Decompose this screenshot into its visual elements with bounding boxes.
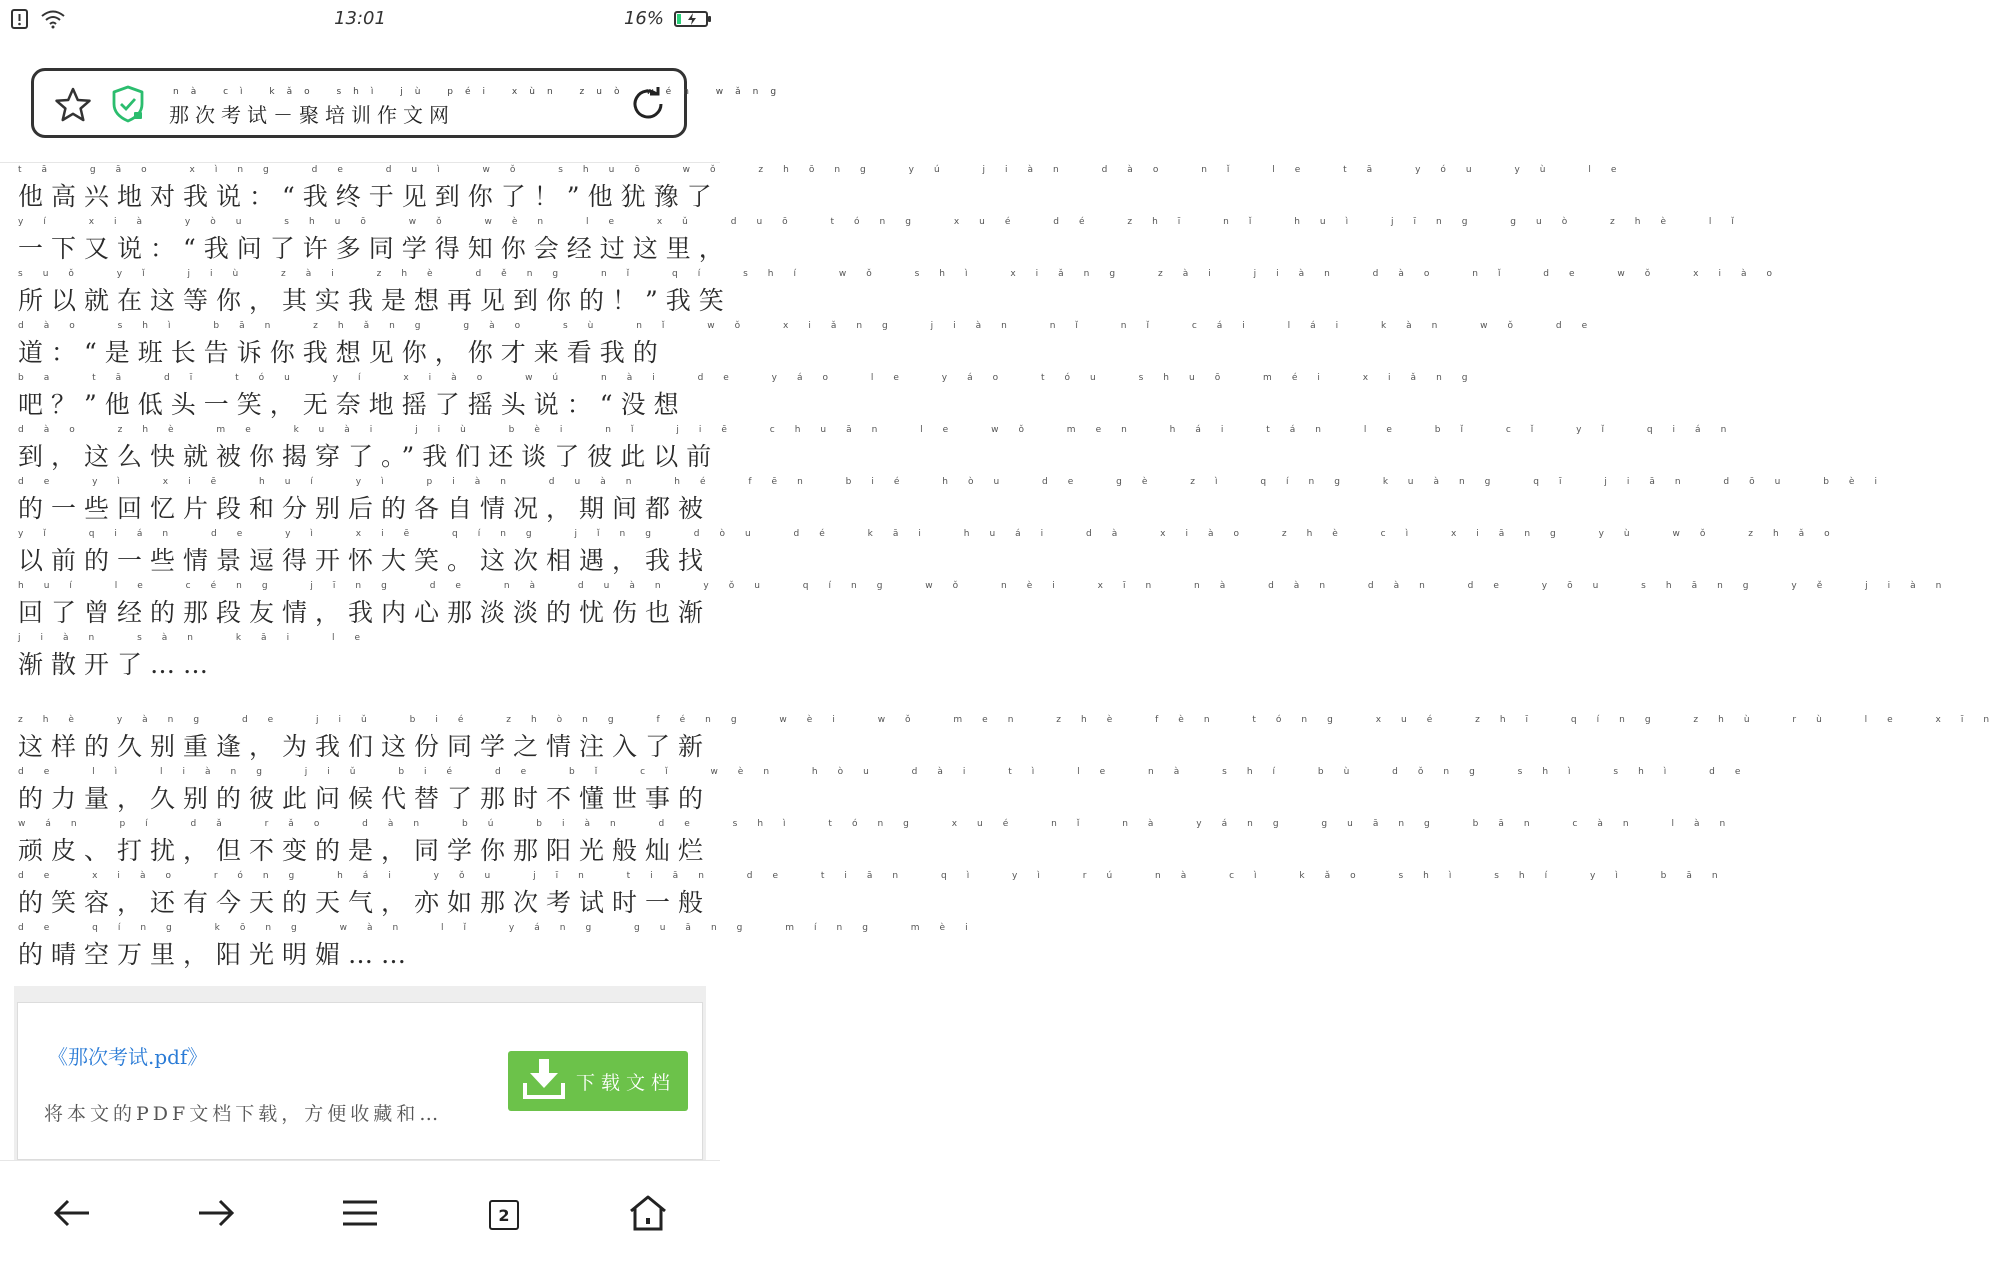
pinyin-line: tā gāo xìng de duì wǒ shuō wǒ zhōng yú jiàn dào nǐ le tā yóu yù le [18,165,1637,175]
battery-percent: 16% [623,8,664,29]
paragraph-1 [18,165,1962,685]
paragraph-2 [18,715,2009,975]
text-line-content: 回了曾经的那段友情，我内心那淡淡的忧伤也渐 [18,598,712,627]
text-line [18,529,1850,581]
page-title-text: 那次考试－聚培训作文网 [169,103,455,127]
forward-button[interactable] [196,1195,236,1235]
clock: 13:01 [334,8,386,29]
file-title[interactable]: 《那次考试.pdf》 [48,1045,208,1069]
text-line [18,425,1747,477]
tabs-button[interactable] [484,1195,524,1235]
pinyin-line: ba tā dī tóu yí xiào wú nài de yáo le yáo tóu shuō méi xiǎng [18,373,1488,383]
text-line-content: 他高兴地对我说：“我终于见到你了！”他犹豫了 [18,182,720,211]
pinyin-line: suǒ yǐ jiù zài zhè děng nǐ qí shí wǒ shì xiǎng zài jiàn dào nǐ de wǒ xiào [18,269,1792,279]
text-line [18,819,1746,871]
text-line [18,269,1792,321]
pinyin-line: dào zhè me kuài jiù bèi nǐ jiē chuān le wǒ men hái tán le bǐ cǐ yǐ qián [18,425,1747,435]
file-description: 将本文的PDF文档下载，方便收藏和… [44,1103,443,1125]
address-bar[interactable] [31,68,789,138]
reload-icon[interactable] [630,86,666,126]
text-line [18,923,988,975]
download-button[interactable] [508,1051,688,1111]
text-line-content: 到，这么快就被你揭穿了。”我们还谈了彼此以前 [18,442,720,471]
header-divider [0,162,720,163]
pinyin-line: de lì liàng jiǔ bié de bǐ cǐ wèn hòu dài tì le nà shí bù dǒng shì shì de [18,767,1761,777]
download-button-label: 下载文档 [576,1071,677,1094]
download-icon [522,1057,566,1105]
text-line [18,321,1608,373]
status-bar [0,0,720,38]
back-button[interactable] [52,1195,92,1235]
text-line-content: 的笑容，还有今天的天气，亦如那次考试时一般 [18,888,712,917]
pinyin-line: de qíng kōng wàn lǐ yáng guāng míng mèi [18,923,988,933]
text-line [18,633,704,685]
download-section [14,986,706,1160]
text-line-content: 所以就在这等你，其实我是想再见到你的！”我笑 [18,286,732,315]
text-line [18,871,1738,923]
pinyin-line: yí xià yòu shuō wǒ wèn le xǔ duō tóng xué dé zhī nǐ huì jīng guò zhè lǐ [18,217,1754,227]
text-line-content: 吧？”他低头一笑，无奈地摇了摇头说：“没想 [18,390,687,419]
secure-shield-icon[interactable] [110,84,146,128]
tabs-icon: 2 [489,1200,519,1230]
back-arrow-icon [53,1198,91,1232]
text-line [18,165,1637,217]
text-line-content: 这样的久别重逢，为我们这份同学之情注入了新 [18,732,712,761]
pinyin-line: de yì xiē huí yì piàn duàn hé fēn bié hòu de gè zì qíng kuàng qī jiān dōu bèi [18,477,1897,487]
text-line-content: 的晴空万里，阳光明媚…… [18,940,415,969]
home-icon [628,1194,668,1236]
pinyin-line: huí le céng jīng de nà duàn yǒu qíng wǒ nèi xīn nà dàn dàn de yōu shāng yě jiàn [18,581,1962,591]
pinyin-line: yǐ qián de yì xiē qíng jǐng dòu dé kāi huái dà xiào zhè cì xiāng yù wǒ zhǎo [18,529,1850,539]
pinyin-line: zhè yàng de jiǔ bié zhòng féng wèi wǒ men zhè fèn tóng xué zhī qíng zhù rù le xīn [18,715,2009,725]
pinyin-line: dào shì bān zhǎng gào sù nǐ wǒ xiǎng jiàn nǐ nǐ cái lái kàn wǒ de [18,321,1608,331]
menu-icon [342,1199,378,1231]
text-line [18,767,1761,819]
text-line [18,581,1962,633]
text-line-content: 顽皮、打扰，但不变的是，同学你那阳光般灿烂 [18,836,712,865]
text-line-content: 一下又说：“我问了许多同学得知你会经过这里， [18,234,732,263]
status-right [624,8,708,29]
text-line [18,477,1897,529]
download-card[interactable] [17,1002,703,1160]
pinyin-line: de xiào róng hái yǒu jīn tiān de tiān qì yì rú nà cì kǎo shì shí yì bān [18,871,1738,881]
text-line [18,217,1754,269]
text-line [18,715,2009,767]
menu-button[interactable] [340,1195,380,1235]
text-line-content: 的力量，久别的彼此问候代替了那时不懂世事的 [18,784,712,813]
bottom-navigation [0,1160,720,1281]
text-line-content: 渐散开了…… [18,650,217,679]
article-body [18,165,2009,975]
text-line-content: 的一些回忆片段和分别后的各自情况，期间都被 [18,494,712,523]
battery-charging-icon [674,11,708,27]
home-button[interactable] [628,1195,668,1235]
text-line [18,373,1488,425]
bookmark-star-icon[interactable] [54,86,92,128]
forward-arrow-icon [197,1198,235,1232]
pinyin-line: jiàn sàn kāi le [18,633,380,643]
page-title-pinyin: nà cì kǎo shì jù péi xùn zuò wén wǎng [173,87,789,97]
page-title[interactable] [169,87,788,128]
text-line-content: 道：“是班长告诉你我想见你，你才来看我的 [18,338,666,367]
text-line-content: 以前的一些情景逗得开怀大笑。这次相遇，我找 [18,546,712,575]
pinyin-line: wán pí dǎ rǎo dàn bú biàn de shì tóng xué nǐ nà yáng guāng bān càn làn [18,819,1746,829]
